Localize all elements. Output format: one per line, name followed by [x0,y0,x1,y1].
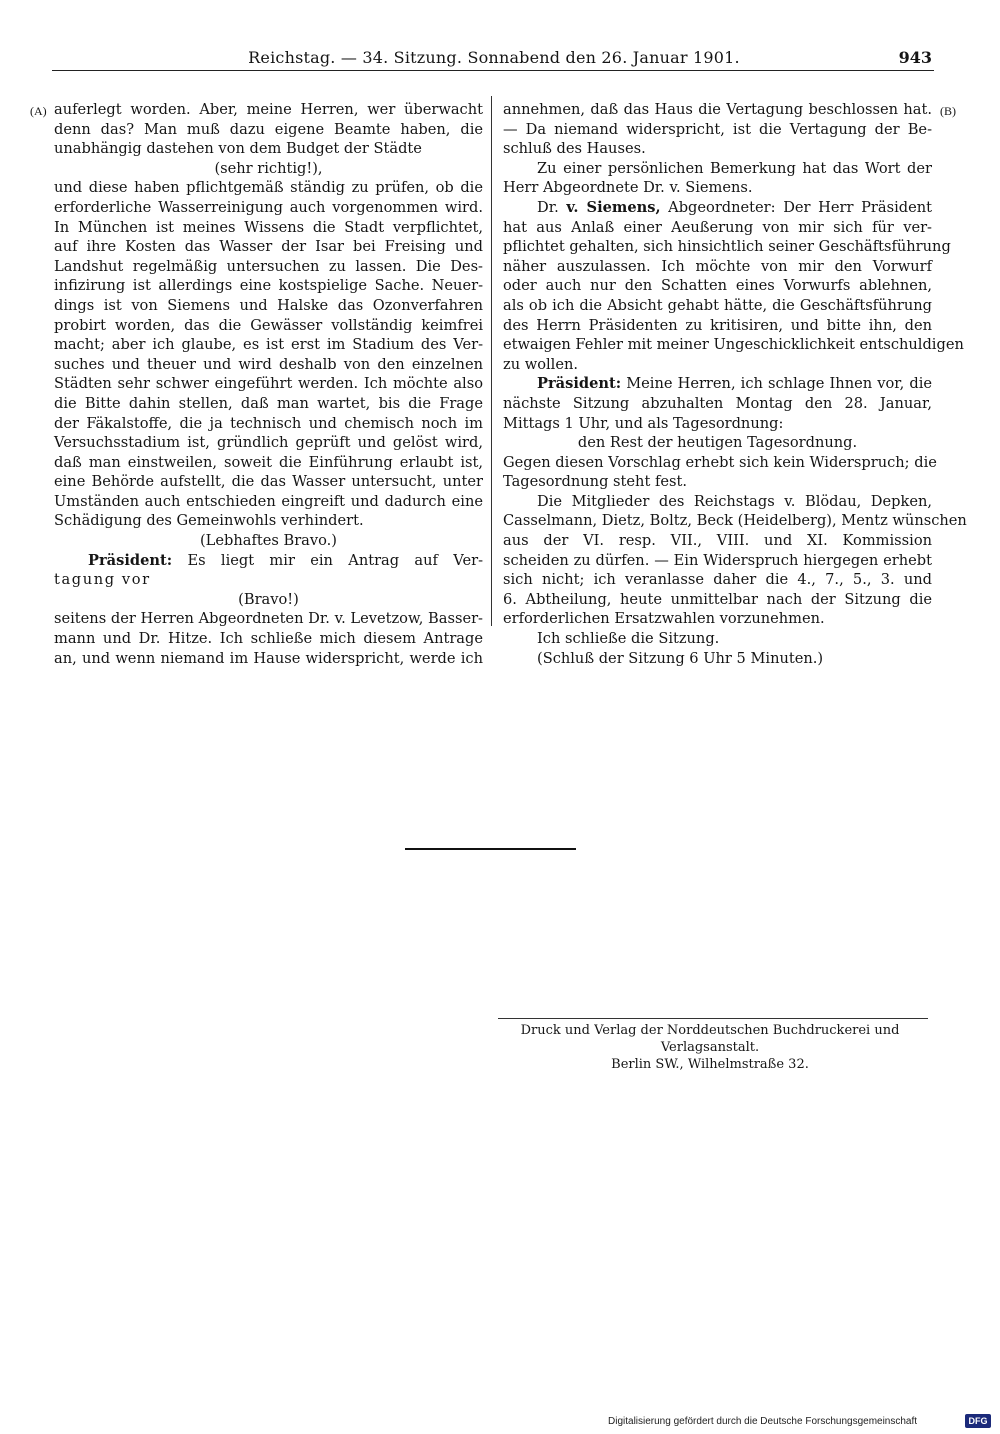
text-line: mann und Dr. Hitze. Ich schließe mich diesem Antrage [54,630,483,648]
text-line: zu wollen. [503,355,579,373]
text-line: hat aus Anlaß einer Aeußerung von mir sich für ver- [503,218,932,236]
text-line: und diese haben pflichtgemäß ständig zu prüfen, ob die [54,179,483,197]
text-line: Umständen auch entschieden eingreift und dadurch eine [54,492,483,510]
text-line: daß man einstweilen, soweit die Einführung erlaubt ist, [54,453,483,471]
margin-mark-a: (A) [30,104,47,118]
text-line: sich nicht; ich veranlasse daher die 4., 7., 5., 3. und [503,571,932,589]
text-line: erforderliche Wasserreinigung auch vorgenommen wird. [54,198,483,216]
text-line: Ich schließe die Sitzung. [537,630,720,648]
text-line: oder auch nur den Schatten eines Vorwurfs ablehnen, [503,277,932,295]
text-line: schluß des Hauses. [503,140,646,158]
right-column [503,100,967,668]
text-line: näher auszulassen. Ich möchte von mir den Vorwurf [503,257,932,275]
interjection: (Lebhaftes Bravo.) [199,532,337,550]
text-line: scheiden zu dürfen. — Ein Widerspruch hiergegen erhebt [503,551,932,569]
text-line: In München ist meines Wissens die Stadt verpflichtet, [54,218,483,236]
imprint-line-2: Berlin SW., Wilhelmstraße 32. [611,1057,809,1072]
text-line: Zu einer persönlichen Bemerkung hat das Wort der [537,159,932,177]
text-line: denn das? Man muß dazu eigene Beamte haben, die [54,120,483,138]
text-line: Mittags 1 Uhr, und als Tagesordnung: [503,414,784,432]
speech-text: Es liegt mir ein Antrag auf Ver- [187,551,484,569]
text-line: der Fäkalstoffe, die ja technisch und chemisch noch im [54,414,483,432]
text-line [54,551,483,571]
imprint-line-1: Druck und Verlag der Norddeutschen Buchdruckerei und Verlagsanstalt. [520,1023,900,1055]
text-line: auf ihre Kosten das Wasser der Isar bei Freising und [54,238,483,256]
text-line: nächste Sitzung abzuhalten Montag den 28. Januar, [503,394,932,412]
text-line: auferlegt worden. Aber, meine Herren, wer überwacht [54,101,483,118]
text-line: Die Mitglieder des Reichstags v. Blödau, Depken, [537,492,932,510]
agenda-item: den Rest der heutigen Tagesordnung. [577,434,858,452]
text-line: Landshut regelmäßig untersuchen zu lassen. Die Des- [54,257,483,275]
text-line: Versuchsstadium ist, gründlich geprüft und gelöst wird, [54,434,483,452]
speaker-name: Präsident: [88,551,173,569]
dfg-logo-icon: DFG [965,1414,991,1428]
text-line: des Herrn Präsidenten zu kritisiren, und bitte ihn, den [503,316,932,334]
text-line: pflichtet gehalten, sich hinsichtlich seiner Geschäftsführung [503,238,951,256]
text-line: erforderlichen Ersatzwahlen vorzunehmen. [503,610,825,628]
text-line: an, und wenn niemand im Hause widerspricht, werde ich [54,649,483,667]
text-line: Städten sehr schwer eingeführt werden. Ich möchte also [54,375,483,393]
interjection: (sehr richtig!), [214,159,323,177]
digitization-credit: Digitalisierung gefördert durch die Deutsche Forschungsgemeinschaft [608,1416,918,1427]
text-line: — Da niemand widerspricht, ist die Vertagung der Be- [503,120,932,138]
text-line: unabhängig dastehen von dem Budget der Städte [54,140,422,158]
margin-mark-b: (B) [940,104,956,118]
text-line: annehmen, daß das Haus die Vertagung beschlossen hat. [503,101,932,118]
text-line: infizirung ist allerdings eine kostspielige Sache. Neuer- [54,277,483,295]
text-line: probirt worden, das die Gewässer vollständig keimfrei [54,316,483,334]
text-line: dings ist von Siemens und Halske das Ozonverfahren [54,296,483,314]
speech-text: Abgeordneter: Der Herr Präsident [668,198,932,216]
text-line: suches und theuer und wird deshalb von den einzelnen [54,355,483,373]
imprint [490,1022,930,1073]
running-header [56,48,932,72]
text-line: als ob ich die Absicht gehabt hätte, die Geschäftsführung [503,296,932,314]
text-line: Herr Abgeordnete Dr. v. Siemens. [503,179,753,197]
text-line [503,374,932,394]
text-line: Gegen diesen Vorschlag erhebt sich kein Widerspruch; die [503,453,937,471]
text-line: 6. Abtheilung, heute unmittelbar nach der Sitzung die [503,590,932,608]
imprint-rule [498,1018,928,1019]
text-line: Casselmann, Dietz, Boltz, Beck (Heidelberg), Mentz wünschen [503,512,967,530]
text-line: die Bitte dahin stellen, daß man wartet, bis die Frage [54,394,483,412]
text-line: etwaigen Fehler mit meiner Ungeschicklichkeit entschuldigen [503,336,964,354]
page-number: 943 [898,48,932,67]
interjection: (Bravo!) [238,590,299,608]
header-title: Reichstag. — 34. Sitzung. Sonnabend den 26. Januar 1901. [248,48,740,67]
speaker-name: v. Siemens, [566,198,661,216]
text-line: Dr. v. Siemens, Abgeordneter: Der Herr Präsident [537,198,932,216]
closing-note: (Schluß der Sitzung 6 Uhr 5 Minuten.) [537,649,824,667]
column-divider [491,96,492,626]
left-column [54,100,483,668]
text-line: seitens der Herren Abgeordneten Dr. v. Levetzow, Basser- [54,610,483,628]
text-line: eine Behörde aufstellt, die das Wasser untersucht, unter [54,473,483,491]
speaker-name: Präsident: [537,375,622,393]
text-line: Schädigung des Gemeinwohls verhindert. [54,512,364,530]
text-line: macht; aber ich glaube, es ist erst im Stadium des Ver- [54,336,483,354]
text-line: aus der VI. resp. VII., VIII. und XI. Kommission [503,532,932,550]
text-line: Tagesordnung steht fest. [503,473,687,491]
speech-text: Meine Herren, ich schlage Ihnen vor, die [626,375,933,393]
closing-rule [405,848,576,850]
text-line: tagung vor [54,571,151,589]
header-rule [52,70,934,71]
